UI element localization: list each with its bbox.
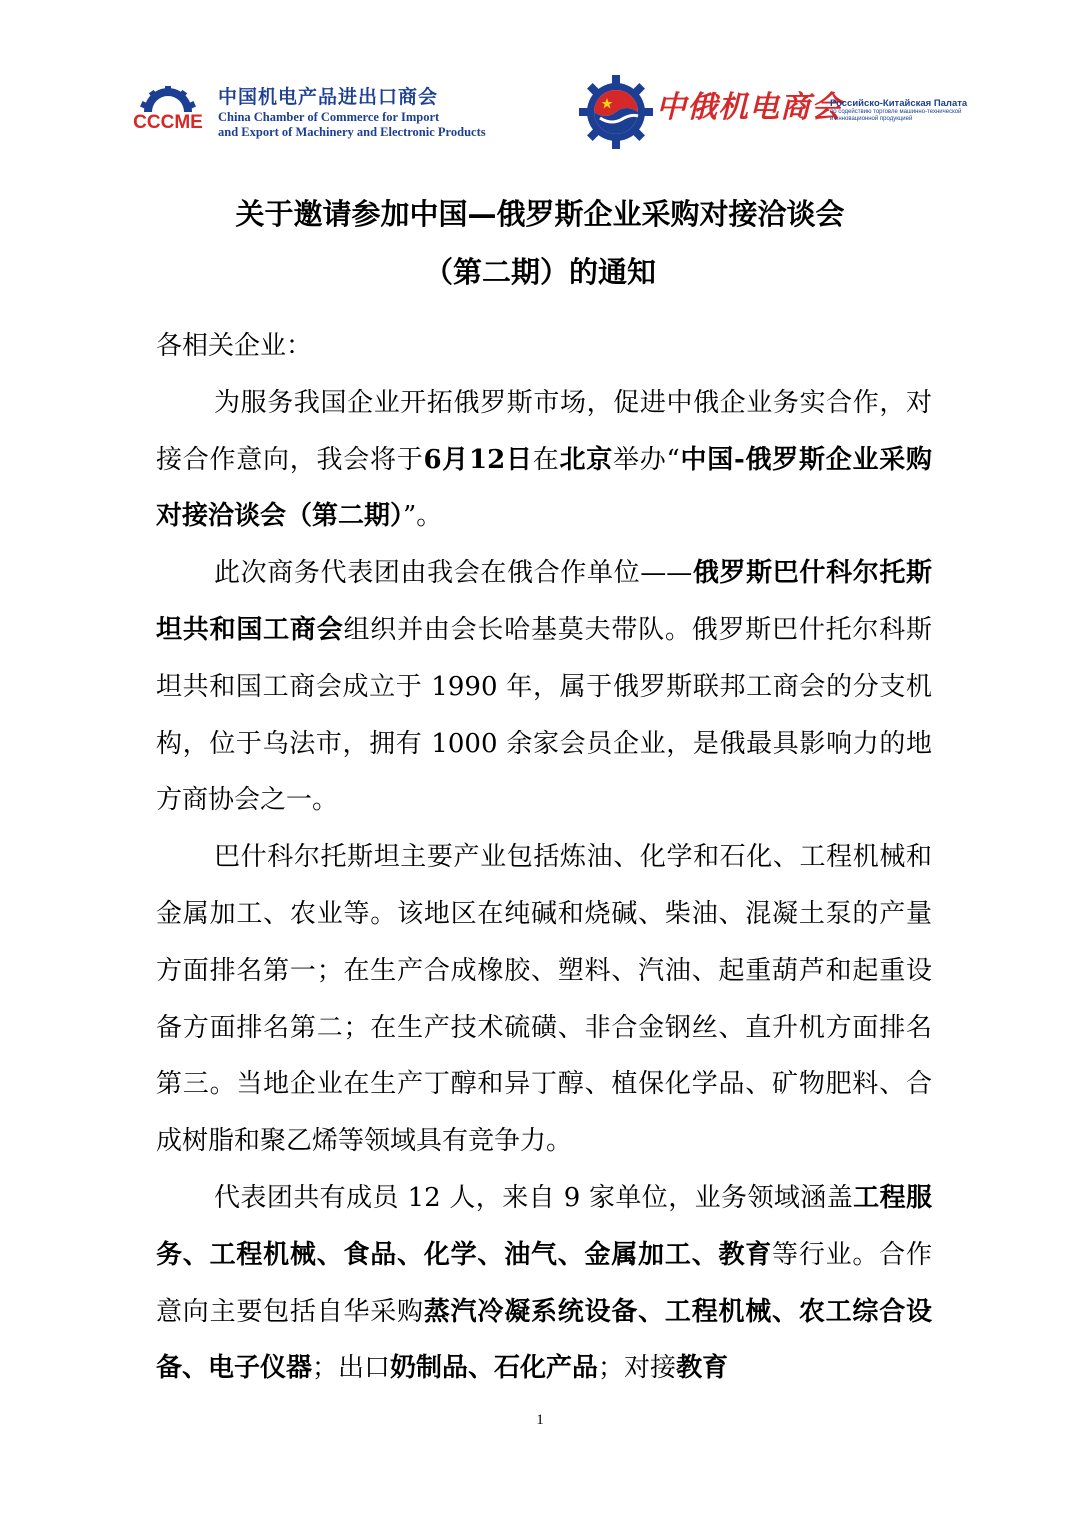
p1-text-4: ”。 xyxy=(403,501,443,532)
rcc-name-ru-line2: по содействию торговле машинно-технической xyxy=(830,109,962,115)
rcc-name-ru-line1: Российско-Китайская Палата xyxy=(830,98,968,109)
rcc-name-cn: 中俄机电商会 xyxy=(656,90,842,125)
document-title-line2: （第二期）的通知 xyxy=(423,255,656,289)
p2-text-2: 组织并由会长哈基莫夫带队。俄罗斯巴什托尔科斯坦共和国工商会成立于 1990 年，属于俄罗斯联邦工商会的分支机构，位于乌法市，拥有 1000 余家会员企业，是俄最具影响力的地方商协会之一。 xyxy=(156,614,932,816)
rcc-name-ru-block xyxy=(830,98,990,123)
cccme-name-en-line2: and Export of Machinery and Electronic Products xyxy=(218,125,486,139)
p4-docking-field: 教育 xyxy=(676,1353,729,1384)
p1-date: 6月12日 xyxy=(423,444,533,475)
cccme-name-cn: 中国机电产品进出口商会 xyxy=(218,86,439,108)
page-number: 1 xyxy=(536,1412,544,1428)
salutation: 各相关企业： xyxy=(156,331,313,361)
p1-location: 北京 xyxy=(559,444,613,475)
cccme-mark-text: CCCME xyxy=(133,112,203,133)
rcc-logo xyxy=(578,74,978,150)
p4-procurement-items: 蒸汽冷凝系统设备、工程机械、农工综合设备、电子仪器 xyxy=(156,1296,932,1384)
document-body xyxy=(156,318,932,1397)
p1-text-3: 举办“ xyxy=(612,444,680,475)
p1-text-2: 在 xyxy=(532,444,560,475)
p4-text-2: 等行业。合作意向主要包括自华采购 xyxy=(156,1239,932,1327)
paragraph-4 xyxy=(156,1170,932,1397)
cccme-name-en-line1: China Chamber of Commerce for Import xyxy=(218,110,440,124)
rcc-name-ru-line3: и инновационной продукцией xyxy=(830,116,913,122)
p2-text-1: 此次商务代表团由我会在俄合作单位—— xyxy=(214,558,693,589)
p4-text-3: ；出口 xyxy=(312,1353,391,1384)
p4-text-1: 代表团共有成员 12 人，来自 9 家单位，业务领域涵盖 xyxy=(214,1182,854,1213)
cccme-gear-logo-icon xyxy=(128,86,208,138)
document-title-line1: 关于邀请参加中国—俄罗斯企业采购对接洽谈会 xyxy=(235,197,845,231)
paragraph-2 xyxy=(156,545,932,829)
p1-event-name: 中国-俄罗斯企业采购对接洽谈会（第二期） xyxy=(156,444,932,532)
cccme-logo xyxy=(128,80,488,144)
p1-text-1: 为服务我国企业开拓俄罗斯市场，促进中俄企业务实合作，对接合作意向，我会将于 xyxy=(156,387,932,475)
rcc-gear-flag-logo-icon xyxy=(578,74,654,150)
cccme-name-block xyxy=(218,84,518,140)
p2-organizer: 俄罗斯巴什科尔托斯坦共和国工商会 xyxy=(156,558,932,645)
p4-business-fields: 工程服务、工程机械、食品、化学、油气、金属加工、教育 xyxy=(156,1182,932,1270)
p4-export-items: 奶制品、石化产品 xyxy=(390,1353,599,1384)
paragraph-1 xyxy=(156,375,932,545)
p4-text-4: ；对接 xyxy=(598,1353,677,1384)
paragraph-3: 巴什科尔托斯坦主要产业包括炼油、化学和石化、工程机械和金属加工、农业等。该地区在纯碱和烧碱、柴油、混凝土泵的产量方面排名第一；在生产合成橡胶、塑料、汽油、起重葫芦和起重设备方面排名第二；在生产技术硫磺、非合金钢丝、直升机方面排名第三。当地企业在生产丁醇和异丁醇、植保化学品、矿物肥料、合成树脂和聚乙烯等领域具有竞争力。 xyxy=(156,842,932,1157)
